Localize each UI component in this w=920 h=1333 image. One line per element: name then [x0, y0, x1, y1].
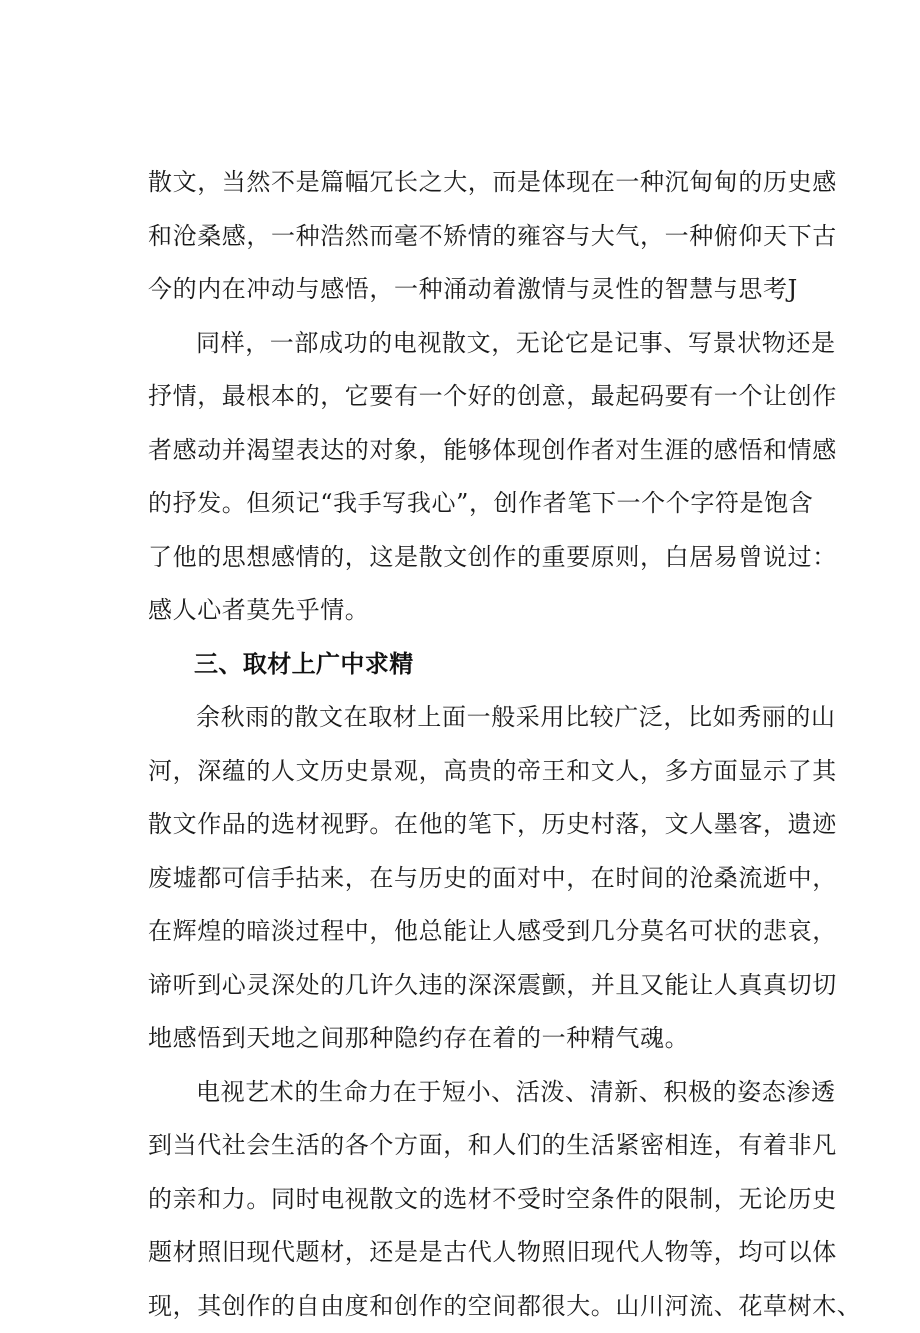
text-line: 谛听到心灵深处的几许久违的深深震颤，并且又能让人真真切切: [148, 959, 828, 1013]
text-line: 废墟都可信手拈来，在与历史的面对中，在时间的沧桑流逝中，: [148, 852, 828, 906]
text-line: 者感动并渴望表达的对象，能够体现创作者对生涯的感悟和情感: [148, 424, 828, 478]
text-line: 散文，当然不是篇幅冗长之大，而是体现在一种沉甸甸的历史感: [148, 156, 828, 210]
text-line: 到当代社会生活的各个方面，和人们的生活紧密相连，有着非凡: [148, 1119, 828, 1173]
text-line: 在辉煌的暗淡过程中，他总能让人感受到几分莫名可状的悲哀，: [148, 905, 828, 959]
document-body: [148, 156, 828, 1333]
paragraph-start-line: 余秋雨的散文在取材上面一般采用比较广泛，比如秀丽的山: [148, 691, 828, 745]
text-line: 的亲和力。同时电视散文的选材不受时空条件的限制，无论历史: [148, 1173, 828, 1227]
text-line: 题材照旧现代题材，还是是古代人物照旧现代人物等，均可以体: [148, 1226, 828, 1280]
text-line: 现，其创作的自由度和创作的空间都很大。山川河流、花草树木、: [148, 1280, 828, 1333]
section-heading: 三、取材上广中求精: [148, 638, 828, 692]
text-line: 抒情，最根本的，它要有一个好的创意，最起码要有一个让创作: [148, 370, 828, 424]
text-line: 散文作品的选材视野。在他的笔下，历史村落，文人墨客，遗迹: [148, 798, 828, 852]
paragraph-start-line: 电视艺术的生命力在于短小、活泼、清新、积极的姿态渗透: [148, 1066, 828, 1120]
text-line: 的抒发。但须记“我手写我心”，创作者笔下一个个字符是饱含: [148, 477, 828, 531]
text-line: 地感悟到天地之间那种隐约存在着的一种精气魂。: [148, 1012, 828, 1066]
text-line: 河，深蕴的人文历史景观，高贵的帝王和文人，多方面显示了其: [148, 745, 828, 799]
text-line: 了他的思想感情的，这是散文创作的重要原则，白居易曾说过：: [148, 531, 828, 585]
text-line: 今的内在冲动与感悟，一种涌动着激情与灵性的智慧与思考J: [148, 263, 828, 317]
paragraph-start-line: 同样，一部成功的电视散文，无论它是记事、写景状物还是: [148, 317, 828, 371]
text-line: 感人心者莫先乎情。: [148, 584, 828, 638]
text-line: 和沧桑感，一种浩然而毫不矫情的雍容与大气，一种俯仰天下古: [148, 210, 828, 264]
